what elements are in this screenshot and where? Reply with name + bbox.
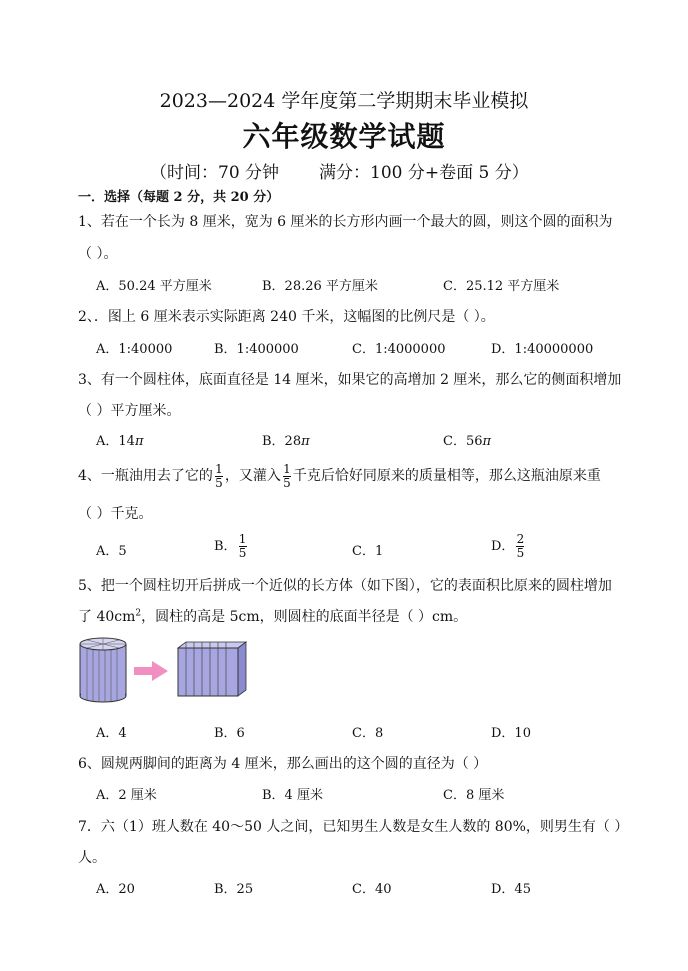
q4-stem-line2: （ ）千克。	[78, 506, 153, 522]
q2-option-a[interactable]: A．1:40000	[96, 342, 173, 357]
q5-stem: 5、把一个圆柱切开后拼成一个近似的长方体（如下图），它的表面积比原来的圆柱增加	[78, 578, 612, 594]
q1-stem: 1、若在一个长为 8 厘米，宽为 6 厘米的长方形内画一个最大的圆，则这个圆的面积为	[78, 214, 613, 230]
q6-option-b[interactable]: B．4 厘米	[262, 788, 323, 803]
q4-option-b[interactable]: B． $\frac{1}{5}$	[214, 532, 247, 560]
q1-option-a[interactable]: A．50.24 平方厘米	[96, 279, 212, 294]
q3-option-c[interactable]: C．56π	[443, 434, 492, 449]
q7-option-a[interactable]: A．20	[96, 882, 135, 897]
q5-option-b[interactable]: B．6	[214, 726, 245, 741]
q7-option-d[interactable]: D．45	[491, 882, 531, 897]
cylinder-to-cuboid-figure	[76, 636, 256, 706]
exam-title: 六年级数学试题	[242, 120, 446, 153]
q5-option-c[interactable]: C．8	[352, 726, 384, 741]
q5-option-a[interactable]: A．4	[96, 726, 127, 741]
full-score: 满分：100 分+卷面 5 分）	[319, 163, 529, 183]
q4-stem: 4、一瓶油用去了它的 $\frac{1}{5}$ ，又灌入 $\frac{1}{5}$ 千克后恰好同原来的质量相等，那么这瓶油原来重	[78, 461, 601, 490]
q7-stem-line2: 人。	[78, 850, 106, 866]
q4-option-a[interactable]: A．5	[96, 544, 127, 559]
q2-option-b[interactable]: B．1:400000	[214, 342, 299, 357]
cuboid-figure	[178, 642, 246, 696]
q2-stem: 2、．图上 6 厘米表示实际距离 240 千米，这幅图的比例尺是（ ）。	[78, 309, 495, 325]
q7-option-b[interactable]: B．25	[214, 882, 254, 897]
q6-stem: 6、圆规两脚间的距离为 4 厘米，那么画出的这个圆的直径为（ ）	[78, 756, 488, 772]
q3-stem-line2: （ ）平方厘米。	[78, 403, 181, 419]
q7-option-c[interactable]: C．40	[352, 882, 392, 897]
cylinder-figure	[80, 638, 126, 702]
exam-subtitle	[150, 158, 529, 183]
q1-stem-line2: （ ）。	[78, 246, 118, 262]
q1-option-c[interactable]: C．25.12 平方厘米	[443, 279, 560, 294]
q6-option-c[interactable]: C．8 厘米	[443, 788, 505, 803]
fraction-one-fifth: $\frac{1}{5}$	[215, 461, 223, 490]
q1-option-b[interactable]: B．28.26 平方厘米	[262, 279, 378, 294]
q3-stem: 3、有一个圆柱体，底面直径是 14 厘米，如果它的高增加 2 厘米，那么它的侧面积增加	[78, 372, 622, 388]
q5-option-d[interactable]: D．10	[491, 726, 531, 741]
fraction-one-fifth: $\frac{1}{5}$	[283, 461, 291, 490]
q7-stem: 7．六（1）班人数在 40～50 人之间，已知男生人数是女生人数的 80%，则男生有（ ）	[78, 819, 629, 835]
arrow-icon	[134, 661, 168, 681]
q4-option-c[interactable]: C．1	[352, 544, 384, 559]
q3-option-a[interactable]: A．14π	[96, 434, 144, 449]
q2-option-d[interactable]: D．1:40000000	[491, 342, 594, 357]
q4-option-d[interactable]: D． $\frac{2}{5}$	[491, 532, 525, 560]
q3-option-b[interactable]: B．28π	[262, 434, 310, 449]
q2-option-c[interactable]: C．1:4000000	[352, 342, 446, 357]
q5-stem-line2: 了 $40cm^2$，圆柱的高是 5cm，则圆柱的底面半径是（ ）cm。	[78, 608, 468, 625]
exam-header-line1: 2023—2024 学年度第二学期期末毕业模拟	[159, 90, 529, 112]
time-limit: （时间：70 分钟	[150, 163, 280, 183]
q6-option-a[interactable]: A．2 厘米	[96, 788, 157, 803]
section-heading: 一．选择（每题 2 分，共 20 分）	[78, 190, 280, 205]
